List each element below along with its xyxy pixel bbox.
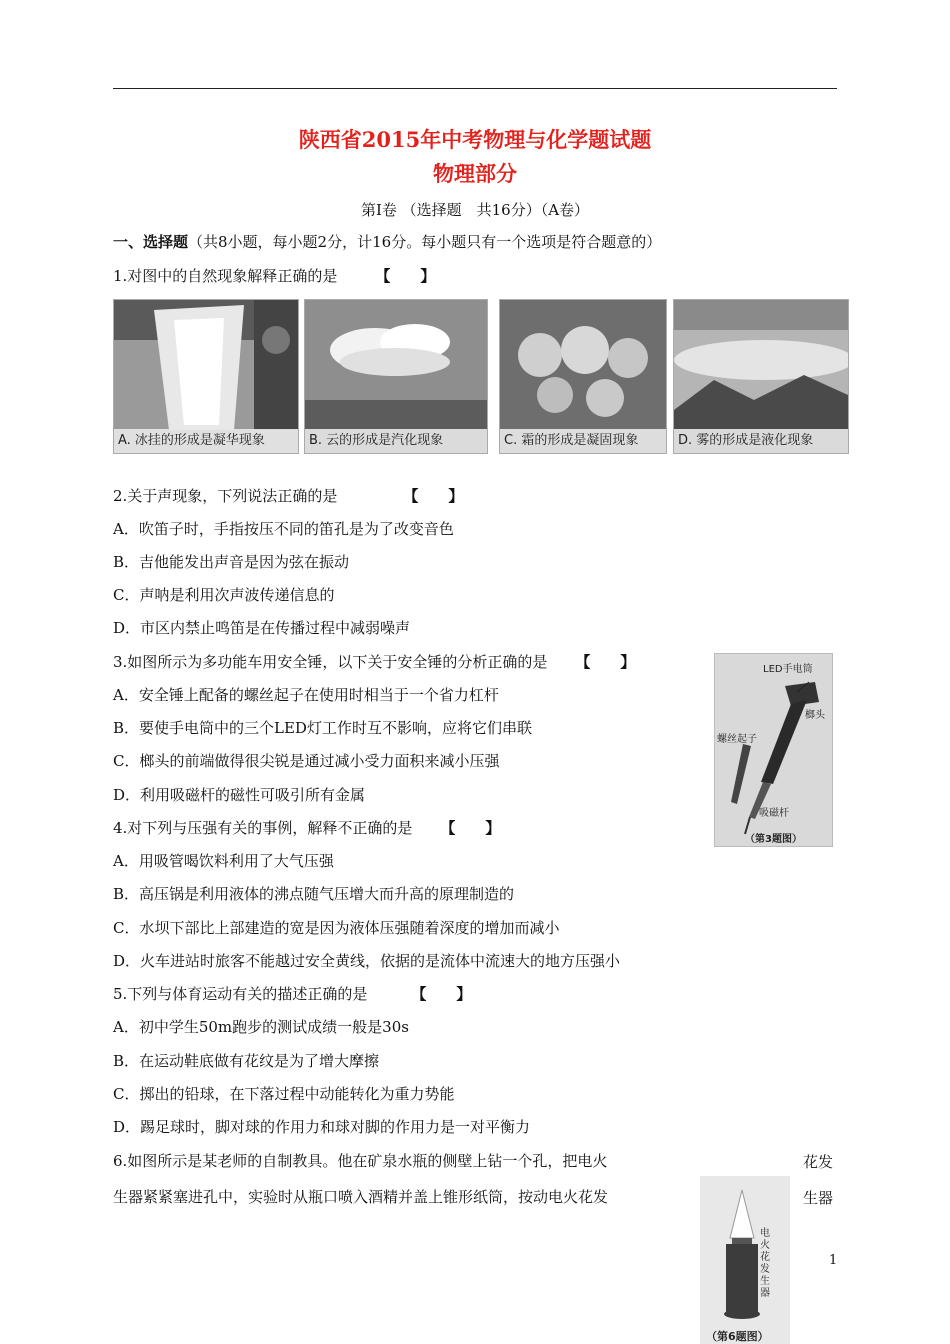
q4-stem: 4.对下列与压强有关的事例，解释不正确的是 [113,819,413,837]
fig3-label-screwdriver: 螺丝起子 [717,734,757,745]
q1-caption-d: D. 雾的形成是液化现象 [674,429,848,453]
q4-option-a: A．用吸管喝饮料利用了大气压强 [113,852,334,870]
q4-option-c: C．水坝下部比上部建造的宽是因为液体压强随着深度的增加而减小 [113,919,560,937]
q1-image-c [499,299,667,454]
q2-option-b: B．吉他能发出声音是因为弦在振动 [113,553,350,571]
q1-image-a [113,299,299,454]
q1-caption-c: C. 霜的形成是凝固现象 [500,429,666,453]
q4-option-b: B．高压锅是利用液体的沸点随气压增大而升高的原理制造的 [113,885,515,903]
q3-option-a: A．安全锤上配备的螺丝起子在使用时相当于一个省力杠杆 [113,686,499,704]
section-label: 一、选择题 [113,233,189,251]
q4-option-d: D．火车进站时旅客不能越过安全黄线，依据的是流体中流速大的地方压强小 [113,952,621,970]
fig3-label-magnet: 吸磁杆 [759,808,789,819]
volume-heading: 第Ⅰ卷 （选择题 共16分）（A卷） [360,201,590,219]
q5-option-b: B．在运动鞋底做有花纹是为了增大摩擦 [113,1052,380,1070]
q3-option-b: B．要使手电筒中的三个LED灯工作时互不影响，应将它们串联 [113,719,532,737]
fig3-label-led: LED手电筒 [763,664,813,675]
fig6-caption: （第6题图） [706,1330,769,1343]
page-title: 陕西省2015年中考物理与化学题试题 [298,127,652,152]
q5-stem: 5.下列与体育运动有关的描述正确的是 [113,985,368,1003]
q2-stem: 2.关于声现象，下列说法正确的是 [113,487,338,505]
q4-answer-bracket: 【 】 [440,819,501,837]
q2-option-c: C．声呐是利用次声波传递信息的 [113,586,335,604]
q1-caption-a: A. 冰挂的形成是凝华现象 [114,429,298,453]
page-subtitle: 物理部分 [433,161,517,186]
q6-line-1-right: 花发 [803,1153,834,1171]
q6-line-2-right: 生器 [803,1189,834,1207]
fig3-label-hammer: 榔头 [805,710,825,721]
q4-stem-line [113,818,500,838]
q6-figure [700,1176,790,1344]
q5-stem-line [113,984,471,1004]
q3-stem: 3.如图所示为多功能车用安全锤，以下关于安全锤的分析正确的是 [113,653,548,671]
q3-figure [714,653,833,847]
fig3-caption: （第3题图） [745,834,802,845]
q3-option-c: C．榔头的前端做得很尖锐是通过减小受力面积来减小压强 [113,752,500,770]
q5-answer-bracket: 【 】 [411,985,472,1003]
q5-option-a: A．初中学生50m跑步的测试成绩一般是30s [113,1018,409,1036]
q1-stem: 1.对图中的自然现象解释正确的是 [113,267,338,285]
q6-line-2: 生器紧紧塞进孔中，实验时从瓶口喷入酒精并盖上锥形纸筒，按动电火花发 [113,1188,609,1206]
q2-answer-bracket: 【 】 [403,487,464,505]
q5-option-c: C．掷出的铅球，在下落过程中动能转化为重力势能 [113,1085,455,1103]
q1-image-d [673,299,849,454]
q2-option-d: D．市区内禁止鸣笛是在传播过程中减弱噪声 [113,619,411,637]
q2-stem-line [113,486,463,506]
spark-bottle-illustration [700,1176,790,1344]
q2-option-a: A．吹笛子时，手指按压不同的笛孔是为了改变音色 [113,520,454,538]
q3-answer-bracket: 【 】 [575,653,636,671]
q3-stem-line [113,652,635,672]
q1-image-b [304,299,488,454]
section-heading [113,232,661,252]
q6-line-1: 6.如图所示是某老师的自制教具。他在矿泉水瓶的侧壁上钻一个孔，把电火 [113,1152,608,1170]
fig6-label: 电火花发生器 [760,1228,770,1299]
q1-answer-bracket: 【 】 [375,267,436,285]
q3-option-d: D．利用吸磁杆的磁性可吸引所有金属 [113,786,366,804]
q1-stem-line [113,266,435,286]
q5-option-d: D．踢足球时，脚对球的作用力和球对脚的作用力是一对平衡力 [113,1118,531,1136]
page-number: 1 [829,1253,838,1268]
header-rule [113,88,837,89]
section-instructions: （共8小题，每小题2分，计16分。每小题只有一个选项是符合题意的） [188,233,662,251]
q1-caption-b: B. 云的形成是汽化现象 [305,429,487,453]
